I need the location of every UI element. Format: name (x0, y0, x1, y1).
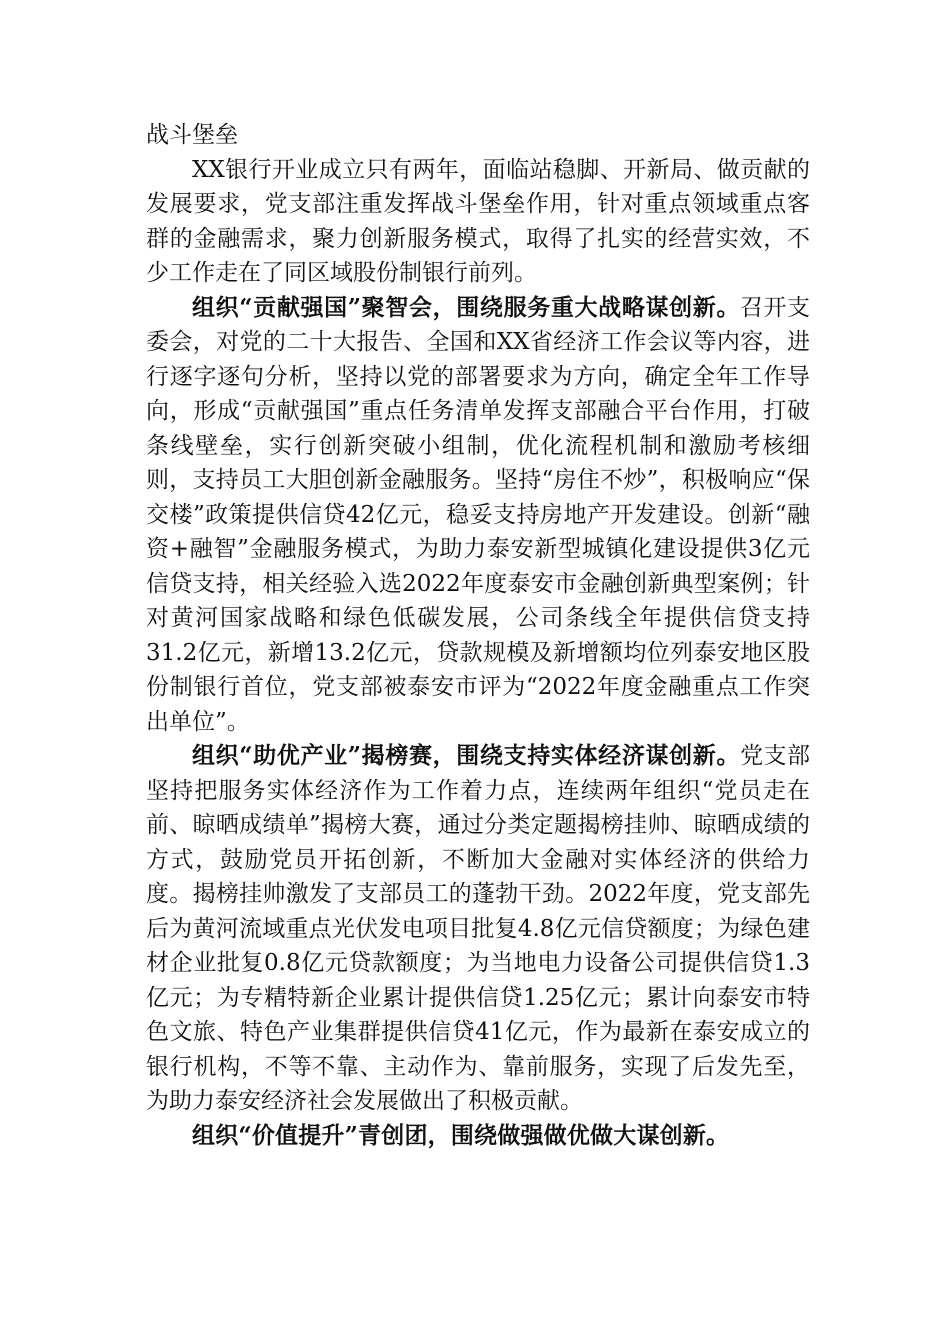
item-2-paragraph (146, 739, 810, 1119)
intro-paragraph: XX银行开业成立只有两年，面临站稳脚、开新局、做贡献的发展要求，党支部注重发挥战斗堡垒作用，针对重点领域重点客群的金融需求，聚力创新服务模式，取得了扎实的经营实效，不少工作走在了同区域股份制银行前列。 (146, 156, 810, 286)
item-1-paragraph (146, 291, 810, 740)
item-1-body: 召开支委会，对党的二十大报告、全国和XX省经济工作会议等内容，进行逐字逐句分析，坚持以党的部署要求为方向，确定全年工作导向，形成“贡献强国”重点任务清单发挥支部融合平台作用，打破条线壁垒，实行创新突破小组制，优化流程机制和激励考核细则，支持员工大胆创新金融服务。坚持“房住不炒”，积极响应“保交楼”政策提供信贷42亿元，稳妥支持房地产开发建设。创新“融资+融智”金融服务模式，为助力泰安新型城镇化建设提供3亿元信贷支持，相关经验入选2022年度泰安市金融创新典型案例；针对黄河国家战略和绿色低碳发展，公司条线全年提供信贷支持31.2亿元，新增13.2亿元，贷款规模及新增额均位列泰安地区股份制银行首位，党支部被泰安市评为“2022年度金融重点工作突出单位”。 (146, 294, 810, 735)
item-3-lead: 组织“价值提升”青创团，围绕做强做优做大谋创新。 (192, 1121, 730, 1149)
item-3-paragraph (146, 1119, 810, 1154)
document-page (146, 118, 810, 1153)
item-block-2 (146, 739, 810, 1119)
section-heading: 战斗堡垒 (146, 122, 238, 148)
item-1-lead: 组织“贡献强国”聚智会，围绕服务重大战略谋创新。 (192, 293, 741, 321)
item-block-3 (146, 1119, 810, 1154)
item-2-body: 党支部坚持把服务实体经济作为工作着力点，连续两年组织“党员走在前、晾晒成绩单”揭榜大赛，通过分类定题揭榜挂帅、晾晒成绩的方式，鼓励党员开拓创新，不断加大金融对实体经济的供给力度。揭榜挂帅激发了支部员工的蓬勃干劲。2022年度，党支部先后为黄河流域重点光伏发电项目批复4.8亿元信贷额度；为绿色建材企业批复0.8亿元贷款额度；为当地电力设备公司提供信贷1.3亿元；为专精特新企业累计提供信贷1.25亿元；累计向泰安市特色文旅、特色产业集群提供信贷41亿元，作为最新在泰安成立的银行机构，不等不靠、主动作为、靠前服务，实现了后发先至，为助力泰安经济社会发展做出了积极贡献。 (146, 743, 810, 1114)
item-2-lead: 组织“助优产业”揭榜赛，围绕支持实体经济谋创新。 (192, 742, 741, 769)
item-block-1 (146, 291, 810, 740)
